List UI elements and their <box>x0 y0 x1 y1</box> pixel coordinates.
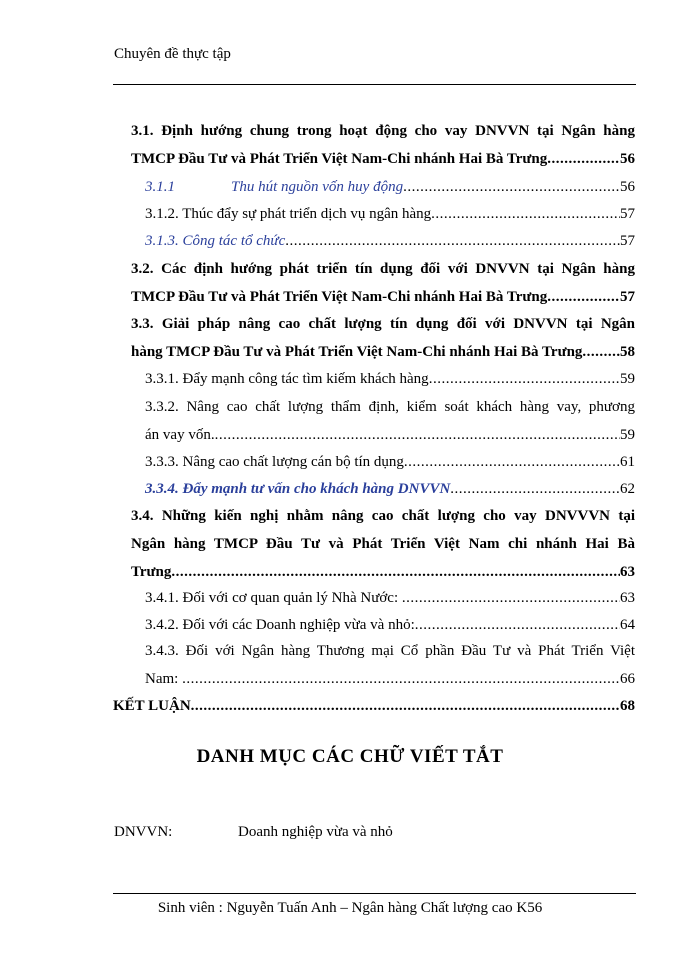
toc-entry-3-4-2-text: 3.4.2. Đối với các Doanh nghiệp vừa và nhỏ: <box>145 617 415 633</box>
toc-leader-dots <box>403 173 620 201</box>
toc-page-number: 63 <box>620 590 635 606</box>
toc-leader-dots <box>415 611 620 639</box>
toc-leader-dots <box>547 283 620 311</box>
toc-entry-3-2-line1: 3.2. Các định hướng phát triển tín dụng đối với DNVVN tại Ngân hàng <box>131 261 635 277</box>
toc-entry-3-1-3-text: 3.1.3. Công tác tổ chức <box>145 233 286 249</box>
toc-page-number: 66 <box>620 671 635 687</box>
toc-page-number: 57 <box>620 289 635 305</box>
toc-entry-3-3-line2: hàng TMCP Đầu Tư và Phát Triển Việt Nam-Chi nhánh Hai Bà Trưng <box>131 344 583 360</box>
toc-page-number: 57 <box>620 206 635 222</box>
toc-entry-3-1-1-number: 3.1.1 <box>145 179 175 195</box>
toc-leader-dots <box>285 227 620 255</box>
toc-entry-3-4-1-text: 3.4.1. Đối với cơ quan quản lý Nhà Nước: <box>145 590 402 606</box>
toc-page-number: 57 <box>620 233 635 249</box>
toc-page-number: 63 <box>620 564 635 580</box>
header-divider <box>113 84 636 85</box>
toc-leader-dots <box>404 448 620 476</box>
toc-page-number: 62 <box>620 481 635 497</box>
toc-entry-3-3-2-line2: án vay vốn. <box>145 427 215 443</box>
toc-leader-dots <box>450 475 620 503</box>
toc-entry-3-4-line1: 3.4. Những kiến nghị nhằm nâng cao chất lượng cho vay DNVVVN tại <box>131 508 635 524</box>
footer-divider <box>113 893 636 894</box>
toc-leader-dots <box>402 584 620 612</box>
abbreviation-key: DNVVN: <box>114 824 173 840</box>
toc-entry-3-1-2-text: 3.1.2. Thúc đẩy sự phát triển dịch vụ ngân hàng <box>145 206 432 222</box>
toc-entry-3-3-3-text: 3.3.3. Nâng cao chất lượng cán bộ tín dụng <box>145 454 404 470</box>
toc-entry-3-4-3-line2: Nam: <box>145 671 183 687</box>
toc-leader-dots <box>582 338 620 366</box>
toc-page-number: 58 <box>620 344 635 360</box>
page-header-title: Chuyên đề thực tập <box>114 46 231 62</box>
toc-leader-dots <box>431 200 620 228</box>
toc-entry-3-1-1-text: Thu hút nguồn vốn huy động <box>231 179 404 195</box>
toc-entry-3-3-2-line1: 3.3.2. Nâng cao chất lượng thẩm định, kiểm soát khách hàng vay, phương <box>145 399 635 415</box>
toc-entry-3-4-line3: Trưng <box>131 564 172 580</box>
toc-entry-3-4-line2: Ngân hàng TMCP Đầu Tư và Phát Triển Việt Nam chi nhánh Hai Bà <box>131 536 635 552</box>
toc-entry-3-3-4-text: 3.3.4. Đẩy mạnh tư vấn cho khách hàng DNVVN <box>145 481 451 497</box>
toc-page-number: 61 <box>620 454 635 470</box>
page-footer: Sinh viên : Nguyễn Tuấn Anh – Ngân hàng Chất lượng cao K56 <box>157 900 543 916</box>
toc-entry-3-3-line1: 3.3. Giải pháp nâng cao chất lượng tín dụng đối với DNVVN tại Ngân <box>131 316 635 332</box>
toc-page-number: 59 <box>620 427 635 443</box>
toc-page-number: 56 <box>620 151 635 167</box>
toc-entry-3-4-3-line1: 3.4.3. Đối với Ngân hàng Thương mại Cổ phần Đầu Tư và Phát Triển Việt <box>145 643 635 659</box>
toc-entry-3-1-line1: 3.1. Định hướng chung trong hoạt động cho vay DNVVN tại Ngân hàng <box>131 123 635 139</box>
toc-leader-dots <box>429 365 620 393</box>
toc-page-number: 64 <box>620 617 635 633</box>
toc-entry-3-1-line2: TMCP Đầu Tư và Phát Triển Việt Nam-Chi nhánh Hai Bà Trưng <box>131 151 548 167</box>
toc-page-number: 68 <box>620 698 635 714</box>
toc-page-number: 56 <box>620 179 635 195</box>
abbreviations-heading: DANH MỤC CÁC CHỮ VIẾT TẮT <box>196 746 504 767</box>
toc-leader-dots <box>191 692 620 720</box>
toc-page-number: 59 <box>620 371 635 387</box>
toc-entry-3-3-1-text: 3.3.1. Đẩy mạnh công tác tìm kiếm khách hàng <box>145 371 429 387</box>
toc-entry-3-2-line2: TMCP Đầu Tư và Phát Triển Việt Nam-Chi nhánh Hai Bà Trưng <box>131 289 548 305</box>
toc-leader-dots <box>171 558 620 586</box>
toc-leader-dots <box>547 145 620 173</box>
toc-leader-dots <box>215 421 620 449</box>
abbreviation-value: Doanh nghiệp vừa và nhỏ <box>238 824 393 840</box>
toc-entry-ket-luan-text: KẾT LUẬN <box>113 698 191 714</box>
toc-leader-dots <box>182 665 620 693</box>
